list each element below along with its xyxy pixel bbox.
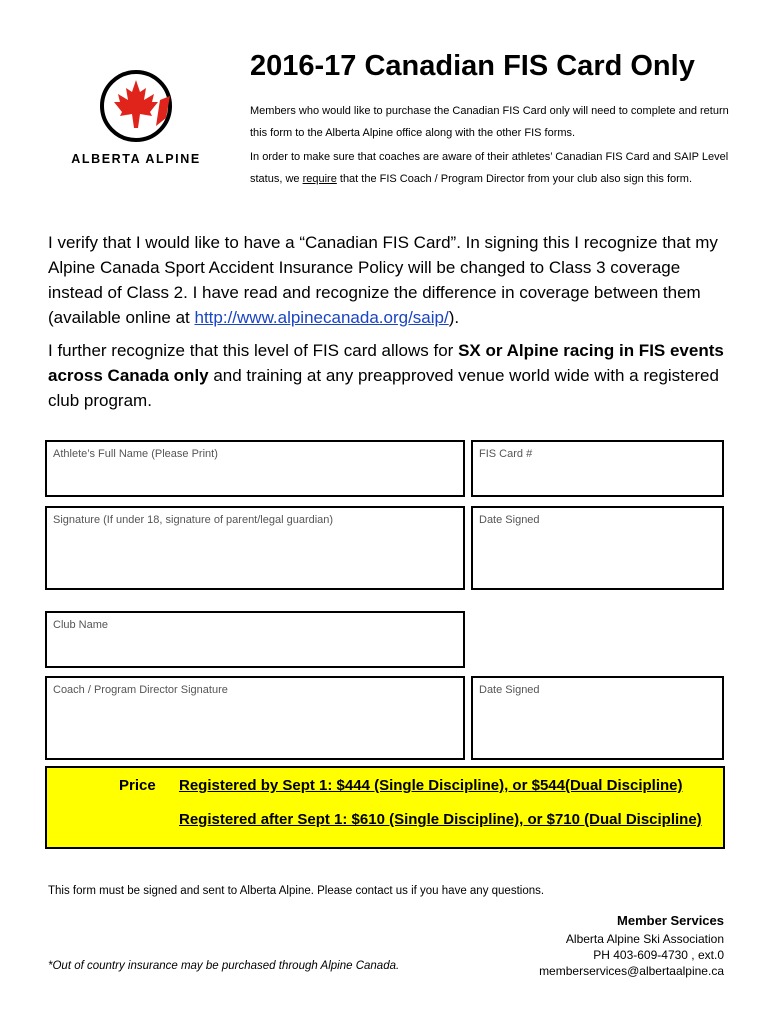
intro-paragraph-2: In order to make sure that coaches are aware of their athletes’ Canadian FIS Card and SAIP Level status, we require that the FIS Coach / Program Director from your club also sign this form.	[250, 151, 729, 185]
price-box	[45, 766, 725, 849]
coach-date-signed-field[interactable]	[471, 676, 724, 760]
member-services-title: Member Services	[617, 913, 724, 928]
coach-signature-field[interactable]	[45, 676, 465, 760]
contact-email[interactable]: memberservices@albertaalpine.ca	[539, 964, 724, 978]
coach-date-signed-label: Date Signed	[479, 684, 540, 696]
athlete-name-label: Athlete’s Full Name (Please Print)	[53, 448, 218, 460]
maple-leaf-icon	[114, 80, 158, 128]
signature-field[interactable]	[45, 506, 465, 590]
fis-card-field[interactable]	[471, 440, 724, 497]
intro-paragraph-1: Members who would like to purchase the Canadian FIS Card only will need to complete and return this form to the Alberta Alpine office along with the other FIS forms.	[250, 105, 729, 139]
recognition-statement: I further recognize that this level of FIS card allows for SX or Alpine racing in FIS events across Canada only and training at any preapproved venue world wide with a registered club program.	[48, 341, 724, 410]
saip-link[interactable]: http://www.alpinecanada.org/saip/	[194, 308, 449, 327]
date-signed-field[interactable]	[471, 506, 724, 590]
signature-label: Signature (If under 18, signature of parent/legal guardian)	[53, 514, 334, 526]
club-name-label: Club Name	[53, 619, 109, 631]
price-late: Registered after Sept 1: $610 (Single Discipline), or $710 (Dual Discipline)	[179, 811, 702, 828]
coach-signature-label: Coach / Program Director Signature	[53, 684, 228, 696]
verification-statement: I verify that I would like to have a “Canadian FIS Card”. In signing this I recognize that my Alpine Canada Sport Accident Insurance Policy will be changed to Class 3 coverage instead of Class 2. I have read and recognize the difference in coverage between them (available online at http://www.alpinecanada.org/saip/).	[48, 233, 718, 327]
date-signed-label: Date Signed	[479, 514, 540, 526]
fis-card-label: FIS Card #	[479, 448, 533, 460]
page-title: 2016-17 Canadian FIS Card Only	[250, 50, 695, 82]
athlete-name-field[interactable]	[45, 440, 465, 497]
phone-number: PH 403-609-4730 , ext.0	[593, 948, 724, 962]
price-label: Price	[119, 777, 156, 794]
logo-text: ALBERTA ALPINE	[71, 152, 201, 166]
submission-note: This form must be signed and sent to Alberta Alpine. Please contact us if you have any questions.	[48, 885, 545, 897]
insurance-note: *Out of country insurance may be purchased through Alpine Canada.	[48, 960, 400, 972]
price-early: Registered by Sept 1: $444 (Single Discipline), or $544(Dual Discipline)	[179, 777, 683, 794]
association-name: Alberta Alpine Ski Association	[565, 932, 724, 946]
club-name-field[interactable]	[45, 611, 465, 668]
